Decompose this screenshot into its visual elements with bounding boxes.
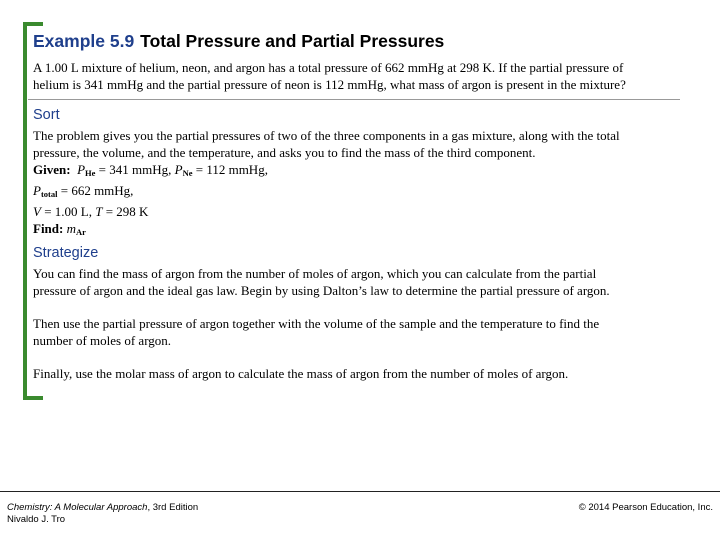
p-symbol: P <box>77 162 86 177</box>
problem-statement <box>33 59 678 93</box>
total-line <box>33 182 678 203</box>
book-title: Chemistry: A Molecular Approach <box>7 502 148 513</box>
p-symbol: P <box>33 183 41 198</box>
footer-divider <box>0 491 720 492</box>
p-symbol: P <box>174 162 183 177</box>
example-title: Total Pressure and Partial Pressures <box>140 31 445 51</box>
given-line <box>33 161 678 182</box>
green-bracket <box>23 22 27 400</box>
strategize-heading: Strategize <box>33 245 99 261</box>
sort-heading: Sort <box>33 107 60 123</box>
strategize-para-3 <box>33 365 678 382</box>
conditions-line <box>33 203 678 220</box>
strategize-line: Finally, use the molar mass of argon to calculate the mass of argon from the number of moles of argon. <box>33 366 569 381</box>
v-symbol: V <box>33 204 41 219</box>
given-label: Given: <box>33 162 71 177</box>
he-pressure: = 341 mmHg, <box>98 162 172 177</box>
problem-line: A 1.00 L mixture of helium, neon, and argon has a total pressure of 662 mmHg at 298 K. If the partial pressure of <box>33 60 624 75</box>
ne-pressure: = 112 mmHg, <box>195 162 268 177</box>
sort-body <box>33 127 678 241</box>
strategize-para-2 <box>33 315 678 349</box>
copyright: © 2014 Pearson Education, Inc. <box>578 502 713 513</box>
footer-citation <box>7 502 198 526</box>
book-edition: , 3rd Edition <box>147 502 199 513</box>
he-subscript: He <box>85 168 96 178</box>
t-symbol: T <box>95 204 103 219</box>
strategize-para-1 <box>33 265 678 299</box>
page-title <box>33 31 444 52</box>
book-author: Nivaldo J. Tro <box>7 514 66 525</box>
m-symbol: m <box>66 221 76 236</box>
strategize-line: Then use the partial pressure of argon together with the volume of the sample and the temperature to find the <box>33 316 600 331</box>
green-bracket-top <box>23 22 43 26</box>
strategize-line: You can find the mass of argon from the number of moles of argon, which you can calculate from the partial <box>33 266 597 281</box>
find-line <box>33 220 678 241</box>
total-subscript: total <box>40 189 58 199</box>
find-label: Find: <box>33 221 64 236</box>
example-label: Example 5.9 <box>33 31 135 51</box>
sort-line: The problem gives you the partial pressures of two of the three components in a gas mixture, along with the total <box>33 128 620 143</box>
ar-subscript: Ar <box>75 227 86 237</box>
divider <box>28 99 680 100</box>
sort-line: pressure, the volume, and the temperature, and asks you to find the mass of the third component. <box>33 145 536 160</box>
temperature-value: = 298 K <box>105 204 149 219</box>
total-pressure: = 662 mmHg, <box>60 183 134 198</box>
ne-subscript: Ne <box>182 168 193 178</box>
strategize-line: pressure of argon and the ideal gas law. Begin by using Dalton’s law to determine the partial pressure of argon. <box>33 283 610 298</box>
strategize-line: number of moles of argon. <box>33 333 172 348</box>
problem-line: helium is 341 mmHg and the partial pressure of neon is 112 mmHg, what mass of argon is present in the mixture? <box>33 77 626 92</box>
volume-value: = 1.00 L, <box>44 204 92 219</box>
green-bracket-bottom <box>23 396 43 400</box>
